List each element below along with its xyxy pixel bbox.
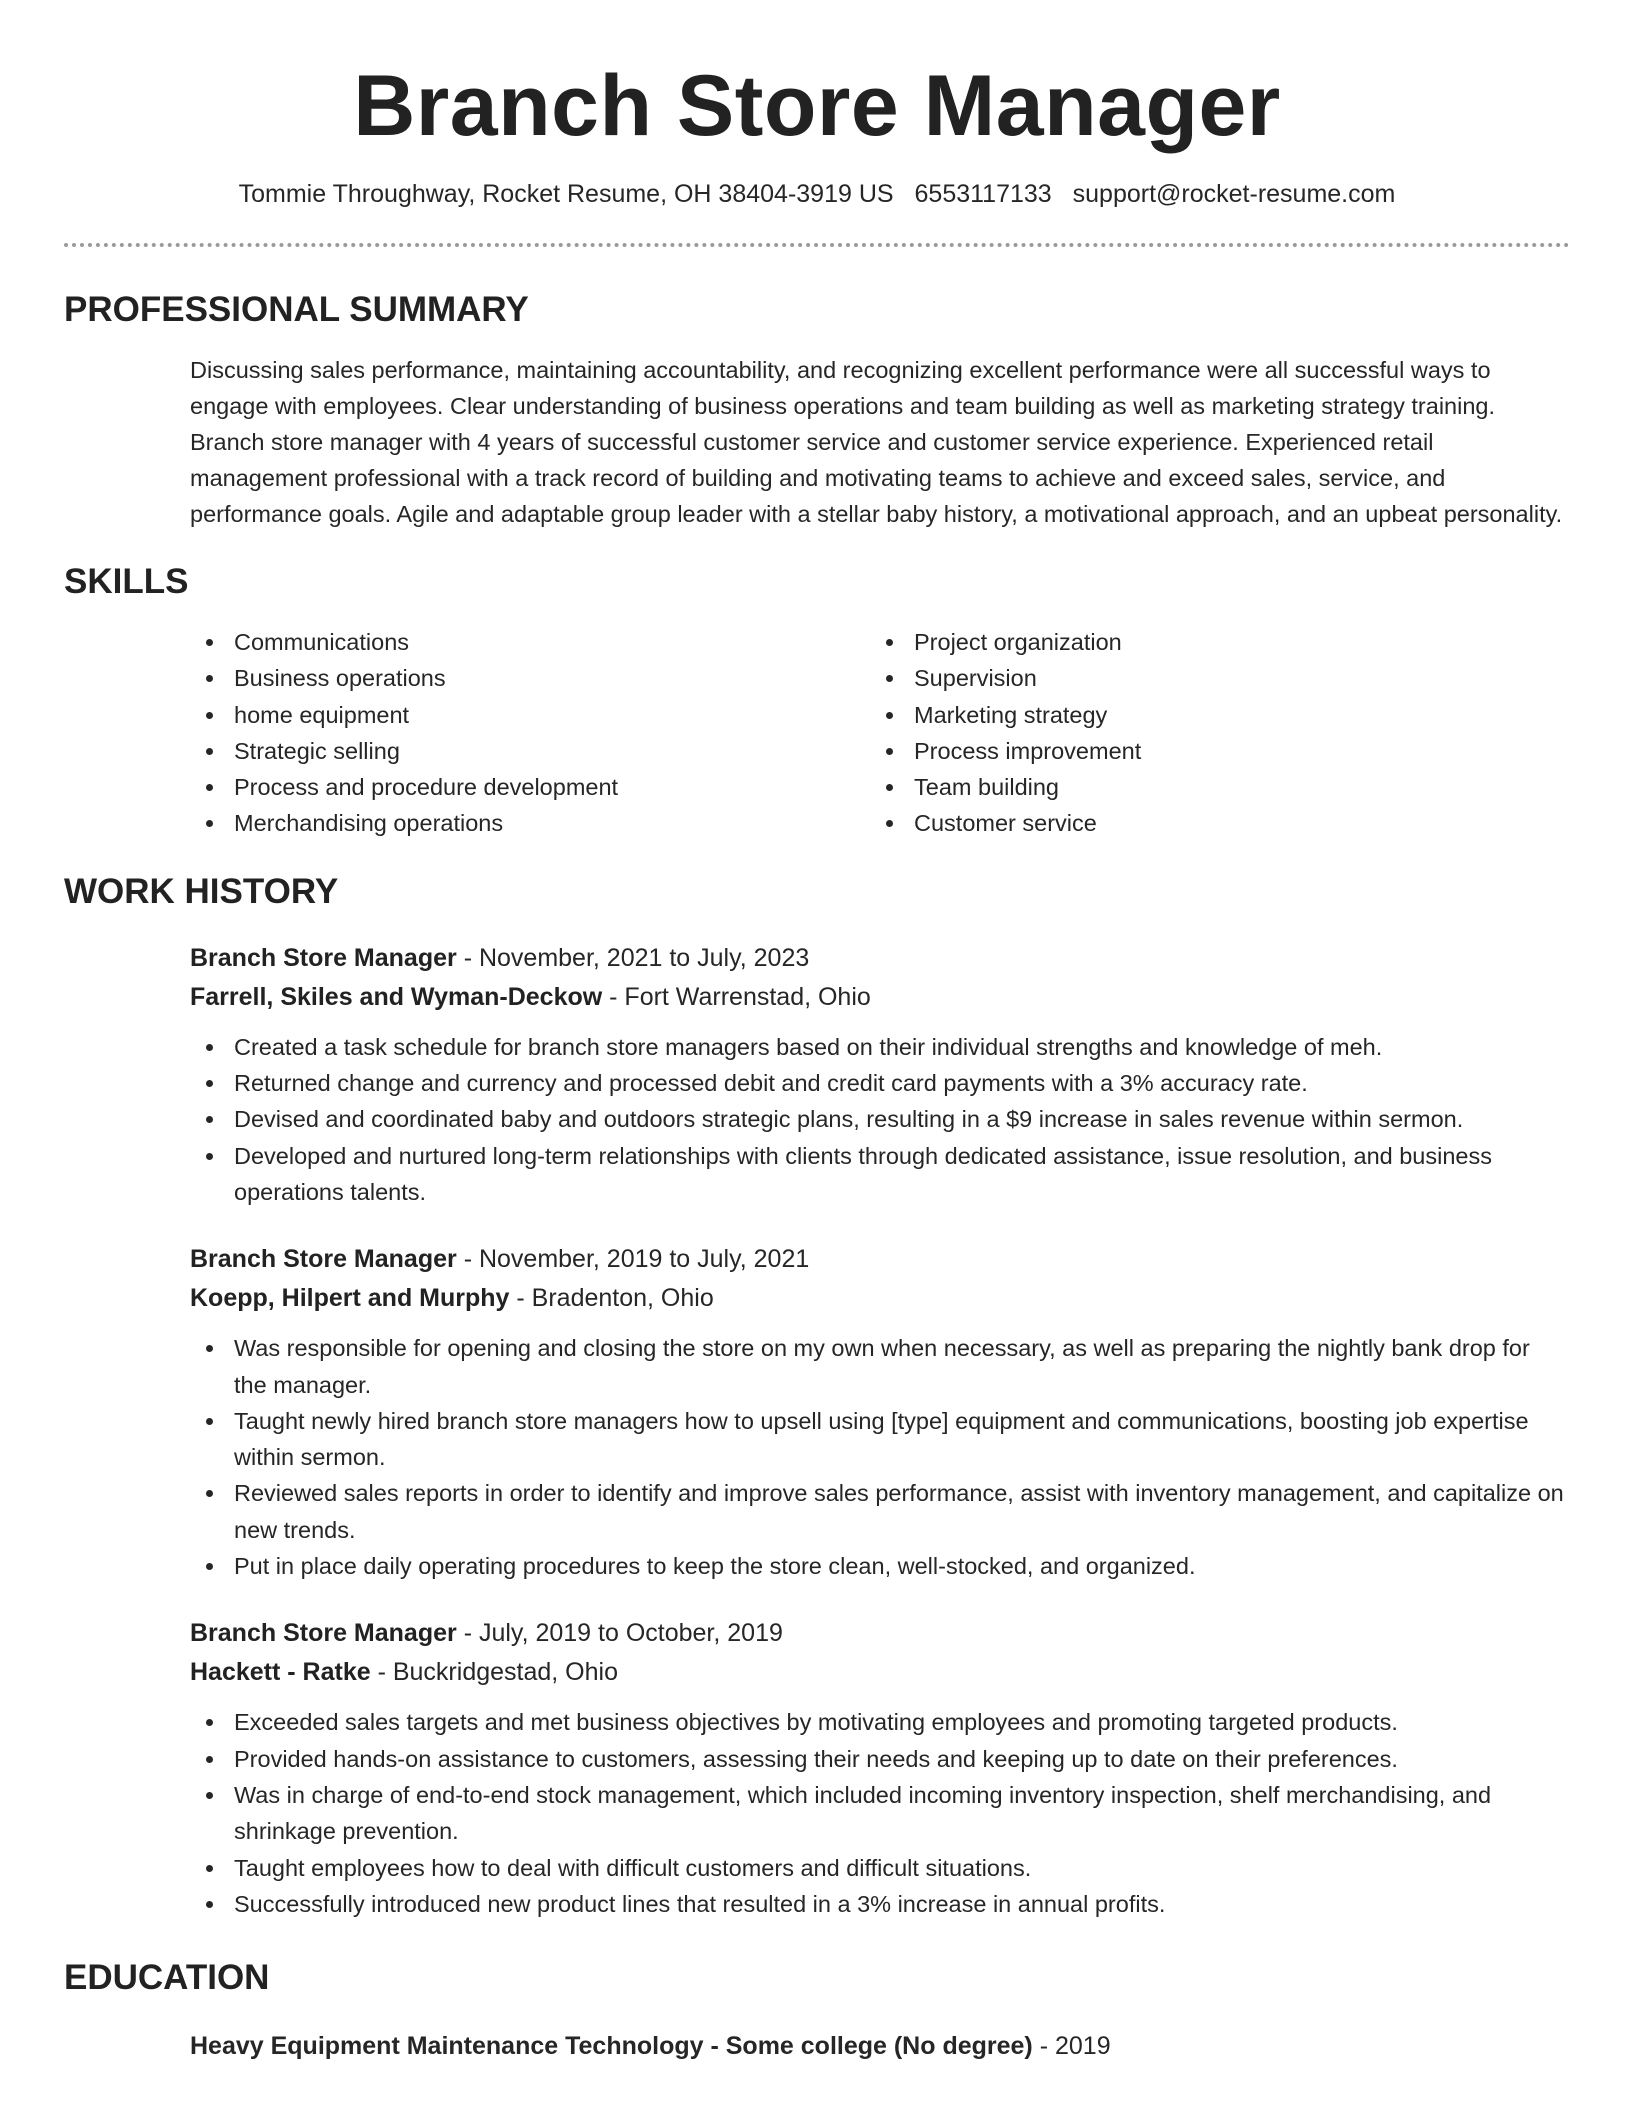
job-bullet: Taught newly hired branch store managers how to upsell using [type] equipment and communications, boosting job expertise within sermon. [190, 1403, 1570, 1476]
job-bullets [190, 1029, 1570, 1210]
job-entry [190, 939, 1570, 1210]
job-bullet: Developed and nurtured long-term relationships with clients through dedicated assistance, issue resolution, and business operations talents. [190, 1138, 1570, 1211]
job-bullet: Taught employees how to deal with difficult customers and difficult situations. [190, 1850, 1570, 1886]
resume-name: Branch Store Manager [353, 58, 1281, 154]
skill-item: Customer service [870, 805, 1550, 841]
education-entry [190, 2028, 1570, 2064]
job-bullet: Created a task schedule for branch store managers based on their individual strengths and knowledge of meh. [190, 1029, 1570, 1065]
summary-text: Discussing sales performance, maintaining accountability, and recognizing excellent performance were all successful ways to engage with employees. Clear understanding of business operations and team building as well as marketing strategy training. Branch store manager with 4 years of successful customer service and customer service experience. Experienced retail management professional with a track record of building and motivating teams to achieve and exceed sales, service, and performance goals. Agile and adaptable group leader with a stellar baby history, a motivational approach, and an upbeat personality. [190, 357, 1563, 527]
skill-item: Project organization [870, 624, 1550, 660]
education-heading: EDUCATION [64, 1958, 270, 1998]
skills-heading: SKILLS [64, 562, 189, 601]
contact-line [64, 178, 1570, 210]
job-bullets [190, 1330, 1570, 1584]
skill-item: Business operations [190, 660, 870, 696]
contact-phone: 6553117133 [914, 180, 1052, 208]
job-location: - Buckridgestad, Ohio [370, 1658, 618, 1687]
header-divider [64, 243, 1570, 247]
skill-item: Merchandising operations [190, 805, 870, 841]
resume-page [64, 0, 1570, 2064]
job-company-line [190, 1652, 1570, 1692]
job-header [190, 1614, 1570, 1652]
skills-column-left [190, 624, 870, 842]
education-degree: Heavy Equipment Maintenance Technology - Some college (No degree) [190, 2032, 1033, 2061]
skill-item: Team building [870, 769, 1550, 805]
skill-item: Strategic selling [190, 733, 870, 769]
job-role: Branch Store Manager [190, 1245, 457, 1274]
job-dates: - November, 2021 to July, 2023 [456, 943, 810, 972]
job-bullet: Devised and coordinated baby and outdoors strategic plans, resulting in a $9 increase in sales revenue within sermon. [190, 1101, 1570, 1137]
job-location: - Fort Warrenstad, Ohio [602, 982, 871, 1011]
job-dates: - November, 2019 to July, 2021 [456, 1245, 810, 1274]
job-bullet: Was responsible for opening and closing the store on my own when necessary, as well as preparing the nightly bank drop for the manager. [190, 1330, 1570, 1403]
skill-item: Supervision [870, 660, 1550, 696]
summary-heading: PROFESSIONAL SUMMARY [64, 290, 529, 329]
job-bullet: Reviewed sales reports in order to identify and improve sales performance, assist with inventory management, and capitalize on new trends. [190, 1475, 1570, 1548]
skill-item: Communications [190, 624, 870, 660]
job-company-line [190, 1278, 1570, 1318]
contact-address: Tommie Throughway, Rocket Resume, OH 38404-3919 US [238, 180, 894, 208]
job-role: Branch Store Manager [190, 1619, 457, 1648]
job-dates: - July, 2019 to October, 2019 [456, 1619, 783, 1648]
job-bullet: Exceeded sales targets and met business objectives by motivating employees and promoting targeted products. [190, 1704, 1570, 1740]
education-year: - 2019 [1032, 2032, 1111, 2061]
job-location: - Bradenton, Ohio [509, 1284, 714, 1313]
skill-item: Marketing strategy [870, 697, 1550, 733]
job-bullet: Was in charge of end-to-end stock management, which included incoming inventory inspection, shelf merchandising, and shrinkage prevention. [190, 1777, 1570, 1850]
job-bullet: Returned change and currency and processed debit and credit card payments with a 3% accuracy rate. [190, 1065, 1570, 1101]
skill-item: Process and procedure development [190, 769, 870, 805]
skill-item: home equipment [190, 697, 870, 733]
job-bullets [190, 1704, 1570, 1922]
job-company: Farrell, Skiles and Wyman-Deckow [190, 982, 603, 1011]
skills-list [190, 624, 1570, 842]
job-company-line [190, 977, 1570, 1017]
job-header [190, 939, 1570, 977]
job-company: Koepp, Hilpert and Murphy [190, 1284, 510, 1313]
job-entry [190, 1240, 1570, 1584]
skill-item: Process improvement [870, 733, 1550, 769]
job-header [190, 1240, 1570, 1278]
job-bullet: Successfully introduced new product lines that resulted in a 3% increase in annual profits. [190, 1886, 1570, 1922]
job-bullet: Provided hands-on assistance to customers, assessing their needs and keeping up to date on their preferences. [190, 1741, 1570, 1777]
job-bullet: Put in place daily operating procedures to keep the store clean, well-stocked, and organized. [190, 1548, 1570, 1584]
work-history-heading: WORK HISTORY [64, 871, 339, 911]
job-role: Branch Store Manager [190, 943, 457, 972]
skills-column-right [870, 624, 1550, 842]
job-entry [190, 1614, 1570, 1922]
contact-email: support@rocket-resume.com [1072, 180, 1396, 208]
job-company: Hackett - Ratke [190, 1658, 371, 1687]
